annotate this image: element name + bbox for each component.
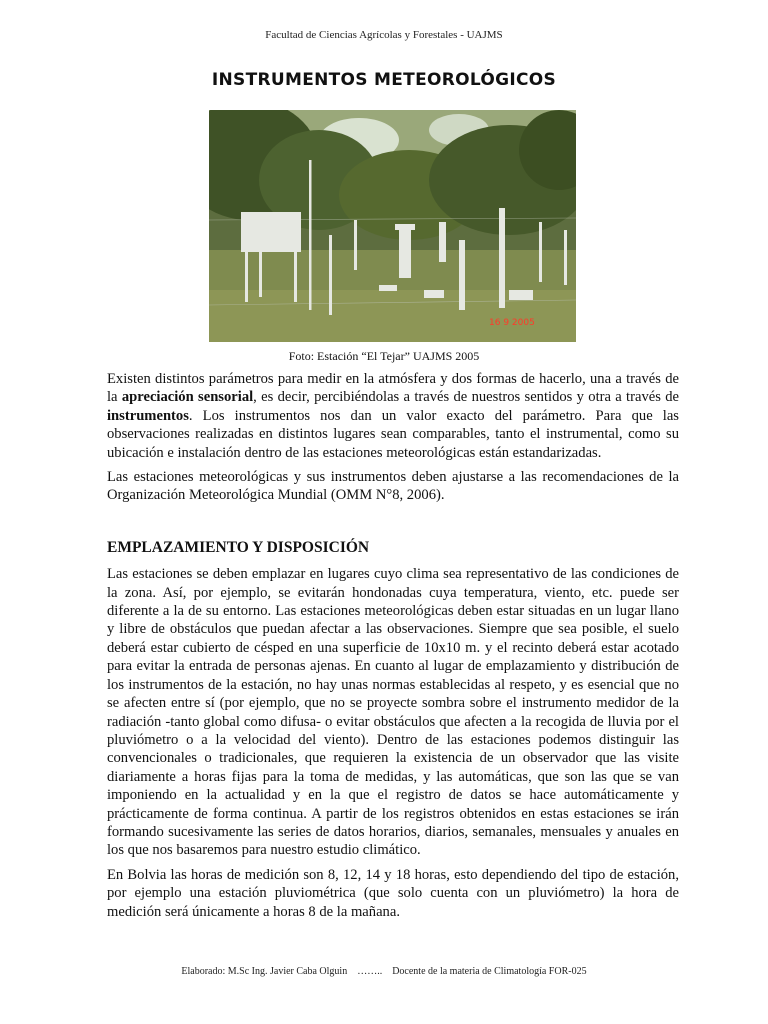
intro-paragraph-2: Las estaciones meteorológicas y sus instrumentos deben ajustarse a las recomendaciones de la Organización Meteorológica Mundial (OMM N°8, 2006). — [107, 469, 679, 504]
page-footer — [0, 966, 768, 977]
footer-author: Elaborado: M.Sc Ing. Javier Caba Olguin — [181, 966, 348, 977]
photo-date-stamp: 16 9 2005 — [489, 318, 535, 328]
document-body — [107, 370, 679, 927]
photo-caption: Foto: Estación “El Tejar” UAJMS 2005 — [288, 349, 480, 363]
footer-course: Docente de la materia de Climatología FOR-025 — [392, 966, 587, 977]
document-title: INSTRUMENTOS METEOROLÓGICOS — [211, 70, 557, 90]
station-photo — [209, 110, 576, 342]
section-paragraph-2: En Bolvia las horas de medición son 8, 12, 14 y 18 horas, esto dependiendo del tipo de estación, por ejemplo una estación pluviométrica (que solo cuenta con un pluviómetro) la hora de medición será únicamente a horas 8 de la mañana. — [107, 866, 679, 920]
page-header: Facultad de Ciencias Agrícolas y Forestales - UAJMS — [265, 29, 503, 41]
intro-paragraph-1: Existen distintos parámetros para medir en la atmósfera y dos formas de hacerlo, una a través de la apreciación sensorial, es decir, percibiéndolas a través de nuestros sentidos y otra a través de instrumentos. Los instrumentos nos dan un valor exacto del parámetro. Para que las observaciones realizadas en distintos lugares sean comparables, tanto el instrumental, como su ubicación e instalación dentro de las estaciones meteorológicas están estandarizadas. — [107, 371, 679, 461]
footer-separator: …….. — [357, 966, 383, 977]
section-heading: EMPLAZAMIENTO Y DISPOSICIÓN — [107, 538, 370, 556]
section-paragraph-1: Las estaciones se deben emplazar en lugares cuyo clima sea representativo de las condiciones de la zona. Así, por ejemplo, se evitarán hondonadas cuya temperatura, viento, etc. puede ser diferente a la de su entorno. Las estaciones meteorológicas deben estar situadas en un lugar llano y libre de obstáculos que puedan afectar a las observaciones. Siempre que sea posible, el suelo deberá estar cubierto de césped en una superficie de 10x10 m. y el recinto deberá estar acotado para evitar la entrada de personas ajenas. En cuanto al lugar de emplazamiento y distribución de los instrumentos de la estación, no hay unas normas establecidas al respeto, y es esencial que no se afecten entre sí (por ejemplo, que no se proyecte sombra sobre el instrumento medidor de la radiación -tanto global como difusa- o evitar obstáculos que afecten a la recogida de lluvia por el pluviómetro o a la velocidad del viento). Dentro de las estaciones podemos distinguir las convencionales o tradicionales, que requieren la existencia de un observador que las visite diariamente a horas fijas para la toma de medidas, y las automáticas, que son las que se van imponiendo en la actualidad y en la que el registro de datos se hace automáticamente y prácticamente de forma continua. A partir de los registros obtenidos en estas estaciones se irán formando sucesivamente las series de datos horarios, diarios, semanales, mensuales y anuales en los que nos basaremos para nuestro estudio climático. — [107, 566, 679, 859]
